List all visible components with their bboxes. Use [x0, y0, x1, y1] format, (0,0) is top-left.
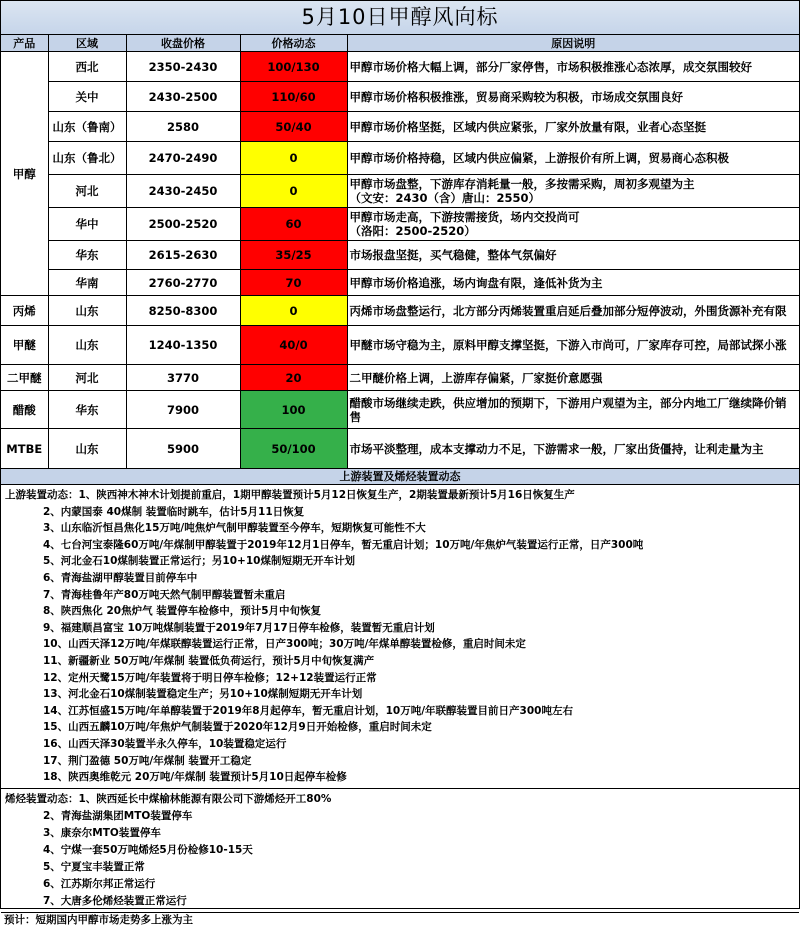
status-text: 10、山西天泽12万吨/年煤联醇装置运行正常，日产300吨；30万吨/年煤单醇装置检修，重启时间未定: [43, 638, 526, 651]
price-cell: 2470-2490: [126, 142, 240, 175]
change-cell: 110/60: [240, 82, 347, 112]
table-row: [1, 52, 799, 82]
product-cell: 甲醇: [1, 52, 48, 296]
region-cell: 关中: [48, 82, 126, 112]
table-row: [1, 365, 799, 391]
table-row: [1, 296, 799, 326]
table-row: [1, 270, 799, 296]
status-item: [5, 736, 799, 753]
price-cell: 7900: [126, 391, 240, 429]
region-cell: 山东（鲁南）: [48, 112, 126, 142]
price-cell: 5900: [126, 429, 240, 469]
reason-line: 甲醇市场价格持稳，区域内供应偏紧，上游报价有所上调，贸易商心态积极: [349, 151, 729, 165]
status-item: [5, 769, 799, 786]
table-row: [1, 208, 799, 241]
change-cell: 50/40: [240, 112, 347, 142]
status-label: 烯烃装置动态：: [5, 792, 79, 805]
table-row: [1, 326, 799, 365]
forecast: 预计：短期国内甲醇市场走势多上涨为主: [4, 914, 193, 927]
status-item: [5, 859, 799, 876]
status-item: [5, 570, 799, 587]
region-cell: 河北: [48, 175, 126, 208]
region-cell: 华南: [48, 270, 126, 296]
table-header: [1, 35, 799, 52]
status-text: 3、康奈尔MTO装置停车: [43, 826, 161, 839]
status-text: 13、河北金石10煤制装置稳定生产；另10+10煤制短期无开车计划: [43, 688, 363, 701]
region-cell: 华东: [48, 391, 126, 429]
reason-cell: 二甲醚价格上调，上游库存偏紧，厂家挺价意愿强: [347, 365, 799, 391]
price-cell: 1240-1350: [126, 326, 240, 365]
reason-line: 市场报盘坚挺，买气稳健，整体气氛偏好: [349, 248, 557, 262]
change-cell: 0: [240, 175, 347, 208]
reason-line: （文安：2430（含）唐山：2550）: [349, 191, 541, 205]
status-item: [5, 504, 799, 521]
product-cell: 甲醚: [1, 326, 48, 365]
region-cell: 西北: [48, 52, 126, 82]
change-cell: 35/25: [240, 241, 347, 270]
status-item: [5, 520, 799, 537]
status-text: 2、青海盐湖集团MTO装置停车: [43, 809, 193, 822]
header-reason: 原因说明: [347, 35, 799, 52]
header-price: 收盘价格: [126, 35, 240, 52]
reason-line: 甲醇市场价格积极推涨，贸易商采购较为积极，市场成交氛围良好: [349, 89, 683, 104]
region-cell: 山东: [48, 326, 126, 365]
price-cell: 2430-2500: [126, 82, 240, 112]
header-change: 价格动态: [240, 35, 347, 52]
status-text: 1、陕西神木神木计划提前重启，1期甲醇装置预计5月12日恢复生产，2期装置最新预计5月16日恢复生产: [78, 489, 575, 501]
reason-cell: 丙烯市场盘整运行，北方部分丙烯装置重启延后叠加部分短停波动，外围货源补充有限: [347, 296, 799, 326]
reason-cell: [347, 52, 799, 82]
status-item: [5, 553, 799, 570]
change-cell: 0: [240, 296, 347, 326]
status-text: 11、新疆新业 50万吨/年煤制 装置低负荷运行，预计5月中旬恢复满产: [43, 654, 375, 667]
change-cell: 60: [240, 208, 347, 241]
table-row: [1, 429, 799, 469]
price-table: [1, 35, 799, 469]
upstream-status: [1, 485, 799, 789]
product-cell: 二甲醚: [1, 365, 48, 391]
reason-line: 甲醇市场价格大幅上调，部分厂家停售，市场积极推涨心态浓厚，成交氛围较好: [349, 59, 752, 74]
status-text: 4、宁煤一套50万吨烯烃5月份检修10-15天: [43, 843, 253, 856]
region-cell: 华中: [48, 208, 126, 241]
page-title: 5月10日甲醇风向标: [1, 1, 799, 35]
region-cell: 山东（鲁北）: [48, 142, 126, 175]
status-text: 5、河北金石10煤制装置正常运行；另10+10煤制短期无开车计划: [43, 555, 355, 568]
status-item: [5, 636, 799, 653]
price-cell: 8250-8300: [126, 296, 240, 326]
reason-line: 甲醇市场走高，下游按需接货，场内交投尚可: [349, 210, 580, 224]
change-cell: 20: [240, 365, 347, 391]
header-region: 区域: [48, 35, 126, 52]
status-item: [5, 719, 799, 736]
reason-cell: [347, 112, 799, 142]
change-cell: 50/100: [240, 429, 347, 469]
price-cell: 3770: [126, 365, 240, 391]
price-cell: 2430-2450: [126, 175, 240, 208]
change-cell: 70: [240, 270, 347, 296]
reason-cell: [347, 175, 799, 208]
table-row: [1, 82, 799, 112]
status-item: [5, 537, 799, 554]
status-item: [5, 842, 799, 859]
status-item: [5, 893, 799, 910]
reason-line: 甲醇市场盘整，下游库存消耗量一般，多按需采购，周初多观望为主: [349, 177, 695, 191]
status-item: [5, 686, 799, 703]
status-text: 6、青海盐湖甲醇装置目前停车中: [43, 571, 198, 584]
status-item: [5, 825, 799, 842]
status-text: 8、陕西焦化 20焦炉气 装置停车检修中，预计5月中旬恢复: [43, 605, 322, 618]
table-row: [1, 142, 799, 175]
status-label: 上游装置动态：: [5, 489, 79, 501]
table-row: [1, 391, 799, 429]
table-row: [1, 112, 799, 142]
section-title: 上游装置及烯烃装置动态: [1, 469, 799, 485]
region-cell: 华东: [48, 241, 126, 270]
reason-cell: 市场平淡整理，成本支撑动力不足，下游需求一般，厂家出货僵持，让利走量为主: [347, 429, 799, 469]
product-cell: 丙烯: [1, 296, 48, 326]
status-item: [5, 791, 799, 808]
olefin-status: [1, 789, 799, 914]
change-cell: 100: [240, 391, 347, 429]
status-text: 7、青海桂鲁年产80万吨天然气制甲醇装置暂未重启: [43, 588, 286, 601]
status-text: 18、陕西奥维乾元 20万吨/年煤制 装置预计5月10日起停车检修: [43, 771, 347, 784]
status-text: 1、陕西延长中煤榆林能源有限公司下游烯烃开工80%: [78, 792, 332, 805]
reason-cell: [347, 241, 799, 270]
price-cell: 2760-2770: [126, 270, 240, 296]
price-cell: 2500-2520: [126, 208, 240, 241]
change-cell: 40/0: [240, 326, 347, 365]
reason-cell: 醋酸市场继续走跌，供应增加的预期下，下游用户观望为主，部分内地工厂继续降价销售: [347, 391, 799, 429]
status-item: [5, 808, 799, 825]
reason-cell: [347, 82, 799, 112]
status-item: [5, 487, 799, 504]
status-item: [5, 670, 799, 687]
reason-line: 甲醇市场价格坚挺，区域内供应紧张，厂家外放量有限，业者心态坚挺: [349, 119, 706, 134]
product-cell: 醋酸: [1, 391, 48, 429]
reason-cell: [347, 270, 799, 296]
status-text: 3、山东临沂恒昌焦化15万吨/吨焦炉气制甲醇装置至今停车，短期恢复可能性不大: [43, 522, 426, 535]
reason-cell: [347, 142, 799, 175]
price-cell: 2350-2430: [126, 52, 240, 82]
status-item: [5, 587, 799, 604]
region-cell: 山东: [48, 296, 126, 326]
price-cell: 2615-2630: [126, 241, 240, 270]
status-text: 9、福建顺昌富宝 10万吨煤制装置于2019年7月17日停车检修，装置暂无重启计划: [43, 621, 435, 634]
status-text: 5、宁夏宝丰装置正常: [43, 861, 145, 874]
table-row: [1, 175, 799, 208]
status-text: 16、山西天泽30装置半永久停车，10装置稳定运行: [43, 737, 287, 750]
status-item: [5, 876, 799, 893]
product-cell: MTBE: [1, 429, 48, 469]
reason-cell: 甲醚市场守稳为主，原料甲醇支撑坚挺，下游入市尚可，厂家库存可控，局部试探小涨: [347, 326, 799, 365]
status-item: [5, 703, 799, 720]
table-row: [1, 241, 799, 270]
status-item: [5, 620, 799, 637]
status-text: 6、江苏斯尔邦正常运行: [43, 878, 156, 891]
status-item: [5, 753, 799, 770]
status-text: 14、江苏恒盛15万吨/年单醇装置于2019年8月起停车，暂无重启计划，10万吨/年联醇装置目前日产300吨左右: [43, 704, 573, 717]
status-text: 12、定州天鹭15万吨/年装置将于明日停车检修；12+12装置运行正常: [43, 671, 377, 684]
status-text: 2、内蒙国泰 40煤制 装置临时跳车，估计5月11日恢复: [43, 505, 305, 518]
change-cell: 0: [240, 142, 347, 175]
reason-cell: [347, 208, 799, 241]
change-cell: 100/130: [240, 52, 347, 82]
region-cell: 山东: [48, 429, 126, 469]
region-cell: 河北: [48, 365, 126, 391]
price-cell: 2580: [126, 112, 240, 142]
status-text: 4、七台河宝泰隆60万吨/年煤制甲醇装置于2019年12月1日停车，暂无重启计划；10万吨/年焦炉气装置运行正常，日产300吨: [43, 538, 644, 551]
status-text: 17、荆门盈德 50万吨/年煤制 装置开工稳定: [43, 754, 252, 767]
status-text: 15、山西五麟10万吨/年焦炉气制装置于2020年12月9日开始检修，重启时间未定: [43, 721, 432, 734]
reason-line: 甲醇市场价格追涨，场内询盘有限，逢低补货为主: [349, 275, 603, 290]
status-item: [5, 603, 799, 620]
status-item: [5, 653, 799, 670]
status-text: 7、大唐多伦烯烃装置正常运行: [43, 895, 187, 908]
reason-line: （洛阳：2500-2520）: [349, 224, 476, 238]
header-product: 产品: [1, 35, 48, 52]
